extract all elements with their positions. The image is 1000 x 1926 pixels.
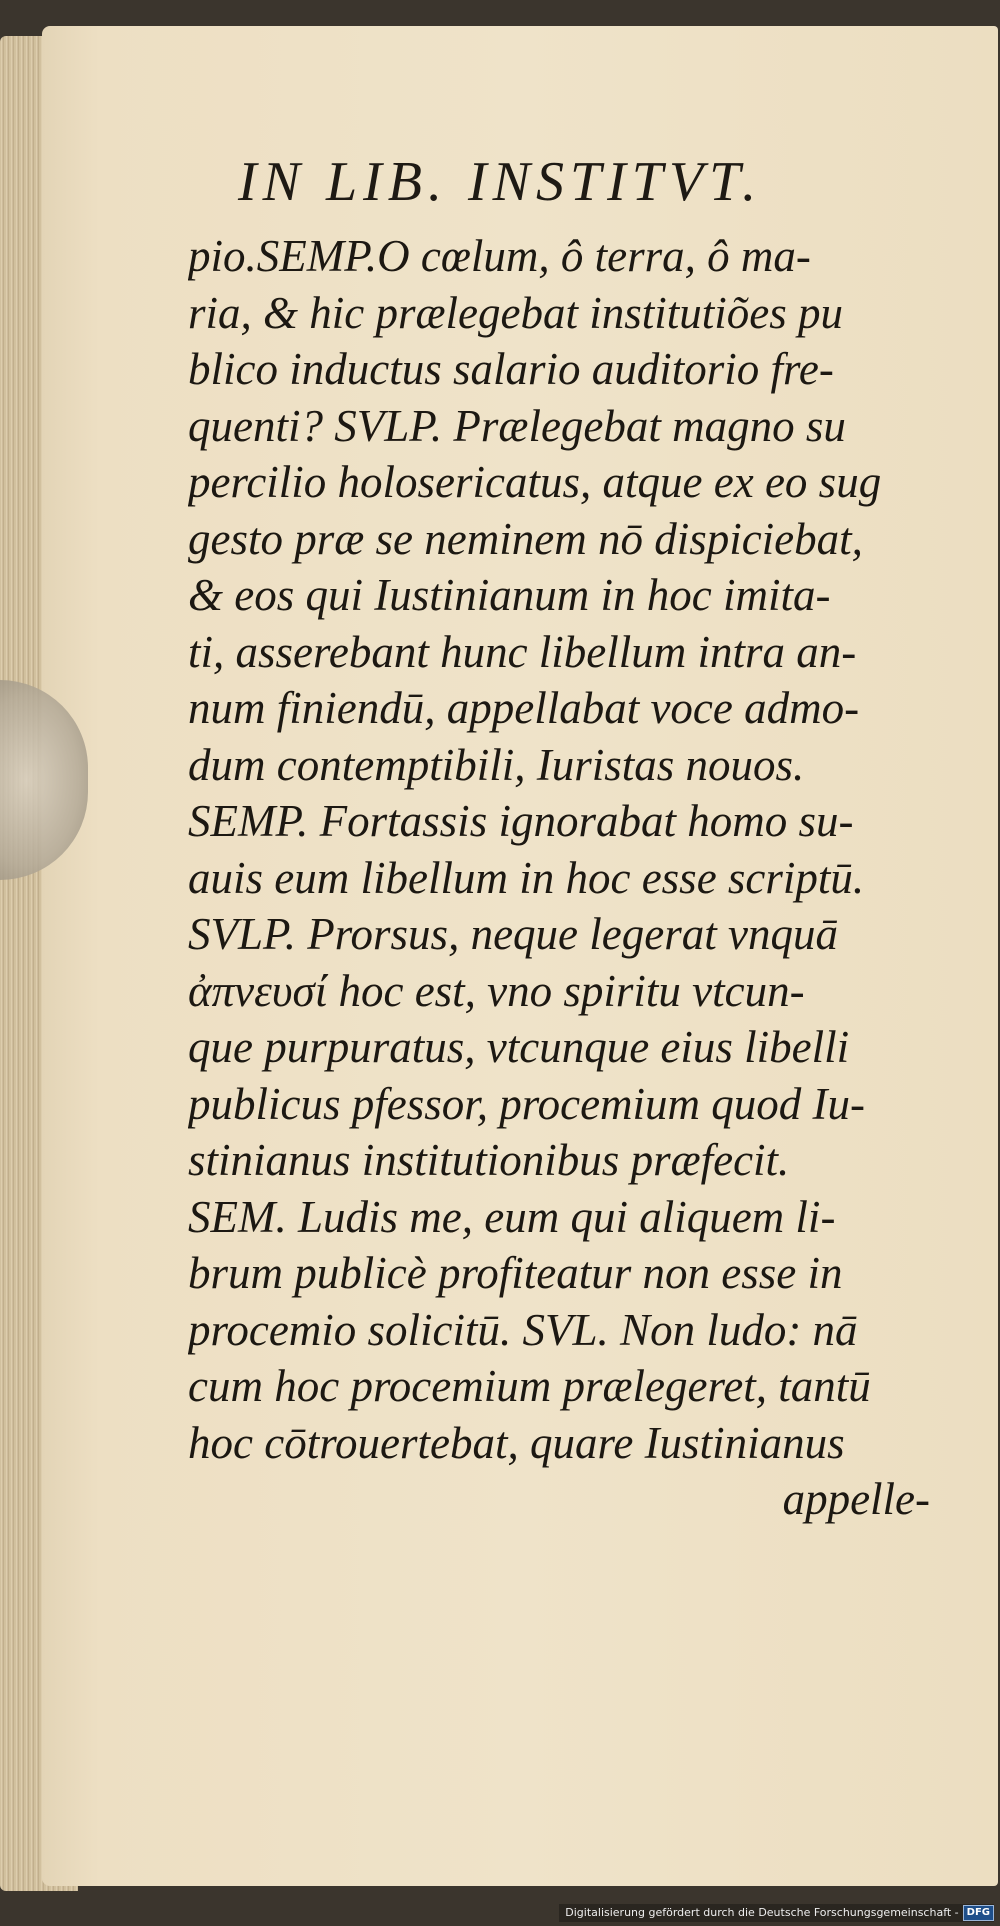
- text-line: percilio holosericatus, atque ex eo sug: [188, 457, 882, 507]
- text-line: SVLP. Prorsus, neque legerat vnquā: [188, 909, 838, 959]
- text-line: ti, asserebant hunc libellum intra an-: [188, 626, 857, 677]
- text-line: ἀπνευσί hoc est, vno spiritu vtcun-: [188, 965, 805, 1016]
- digitization-credit: [559, 1904, 994, 1922]
- text-line: & eos qui Iustinianum in hoc imita-: [188, 570, 831, 620]
- text-line: publicus pfessor, procemium quod Iu-: [188, 1078, 866, 1129]
- text-line: hoc cōtrouertebat, quare Iustinianus: [188, 1417, 845, 1468]
- text-line: que purpuratus, vtcunque eius libelli: [188, 1022, 850, 1072]
- dfg-logo: DFG: [963, 1905, 994, 1921]
- text-line: SEMP. Fortassis ignorabat homo su-: [188, 796, 854, 846]
- text-line: SEM. Ludis me, eum qui aliquem li-: [188, 1191, 836, 1242]
- text-line: blico inductus salario auditorio fre-: [188, 344, 834, 394]
- text-line: pio.SEMP.O cœlum, ô terra, ô ma-: [188, 231, 811, 281]
- text-line: brum publicè profiteatur non esse in: [188, 1248, 843, 1298]
- text-line: ria, & hic prælegebat institutiões pu: [188, 287, 843, 338]
- text-line: auis eum libellum in hoc esse scriptū.: [188, 852, 865, 903]
- catchword: appelle-: [782, 1474, 930, 1524]
- text-block: [188, 228, 948, 1528]
- text-line: num finiendū, appellabat voce admo-: [188, 683, 860, 733]
- digitization-credit-text: Digitalisierung gefördert durch die Deutsche Forschungsgemeinschaft -: [565, 1906, 959, 1919]
- text-line: dum contemptibili, Iuristas nouos.: [188, 739, 805, 790]
- running-head: IN LIB. INSTITVT.: [238, 151, 763, 213]
- text-line: cum hoc procemium prælegeret, tantū: [188, 1361, 871, 1411]
- text-line: procemio solicitū. SVL. Non ludo: nā: [188, 1304, 858, 1355]
- text-line: gesto præ se neminem nō dispiciebat,: [188, 513, 863, 564]
- text-line: quenti? SVLP. Prælegebat magno su: [188, 400, 846, 451]
- text-line: stinianus institutionibus præfecit.: [188, 1135, 790, 1185]
